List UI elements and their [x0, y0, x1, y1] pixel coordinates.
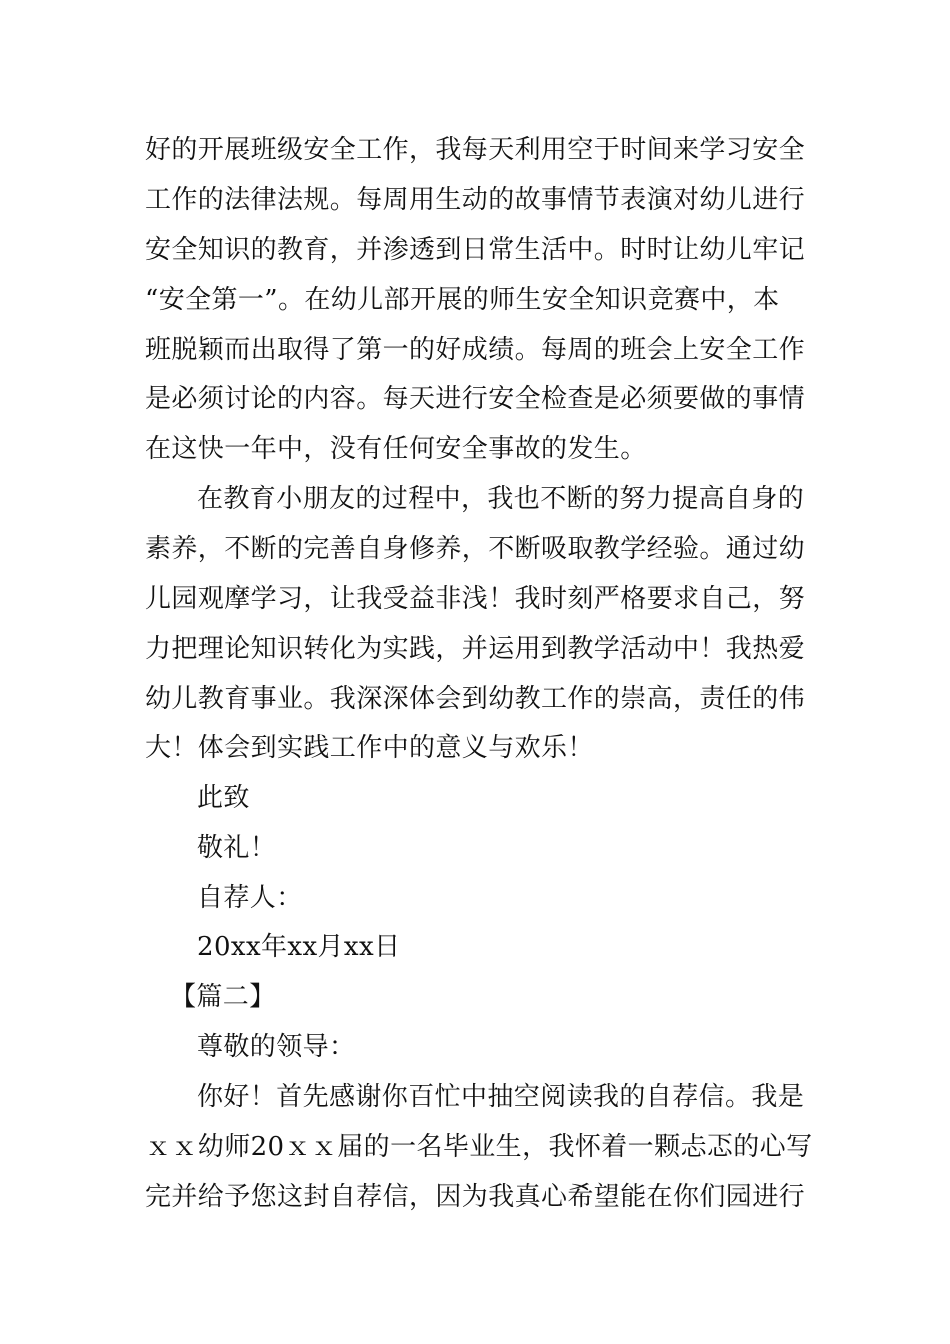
text-line: 在教育小朋友的过程中，我也不断的努力提高自身的	[197, 484, 805, 514]
date-line: 20xx年xx月xx日	[197, 932, 401, 962]
closing-line: 此致	[197, 783, 250, 813]
text-line: 大！体会到实践工作中的意义与欢乐！	[145, 733, 594, 763]
text-line: 好的开展班级安全工作，我每天利用空于时间来学习安全	[145, 135, 806, 165]
text-line: 完并给予您这封自荐信，因为我真心希望能在你们园进行	[145, 1182, 806, 1212]
text-line: 你好！首先感谢你百忙中抽空阅读我的自荐信。我是	[197, 1082, 805, 1112]
signature-label: 自荐人：	[197, 883, 303, 913]
text-line: 幼儿教育事业。我深深体会到幼教工作的崇高，责任的伟	[145, 684, 806, 714]
text-line: 素养，不断的完善自身修养，不断吸取教学经验。通过幼	[145, 534, 806, 564]
section-title: 【篇二】	[170, 982, 276, 1012]
text-line: “安全第一”。在幼儿部开展的师生安全知识竞赛中，本	[145, 285, 780, 315]
text-line: 班脱颖而出取得了第一的好成绩。每周的班会上安全工作	[145, 335, 806, 365]
text-line: 安全知识的教育，并渗透到日常生活中。时时让幼儿牢记	[145, 235, 806, 265]
salutation: 尊敬的领导：	[197, 1032, 356, 1062]
text-line: 力把理论知识转化为实践，并运用到教学活动中！我热爱	[145, 634, 806, 664]
text-line: 儿园观摩学习，让我受益非浅！我时刻严格要求自己，努	[145, 584, 806, 614]
text-line: 是必须讨论的内容。每天进行安全检查是必须要做的事情	[145, 384, 806, 414]
text-line: ｘｘ幼师20ｘｘ届的一名毕业生，我怀着一颗忐忑的心写	[145, 1132, 813, 1162]
closing-line: 敬礼！	[197, 833, 277, 863]
text-line: 在这快一年中，没有任何安全事故的发生。	[145, 434, 647, 464]
text-line: 工作的法律法规。每周用生动的故事情节表演对幼儿进行	[145, 185, 806, 215]
